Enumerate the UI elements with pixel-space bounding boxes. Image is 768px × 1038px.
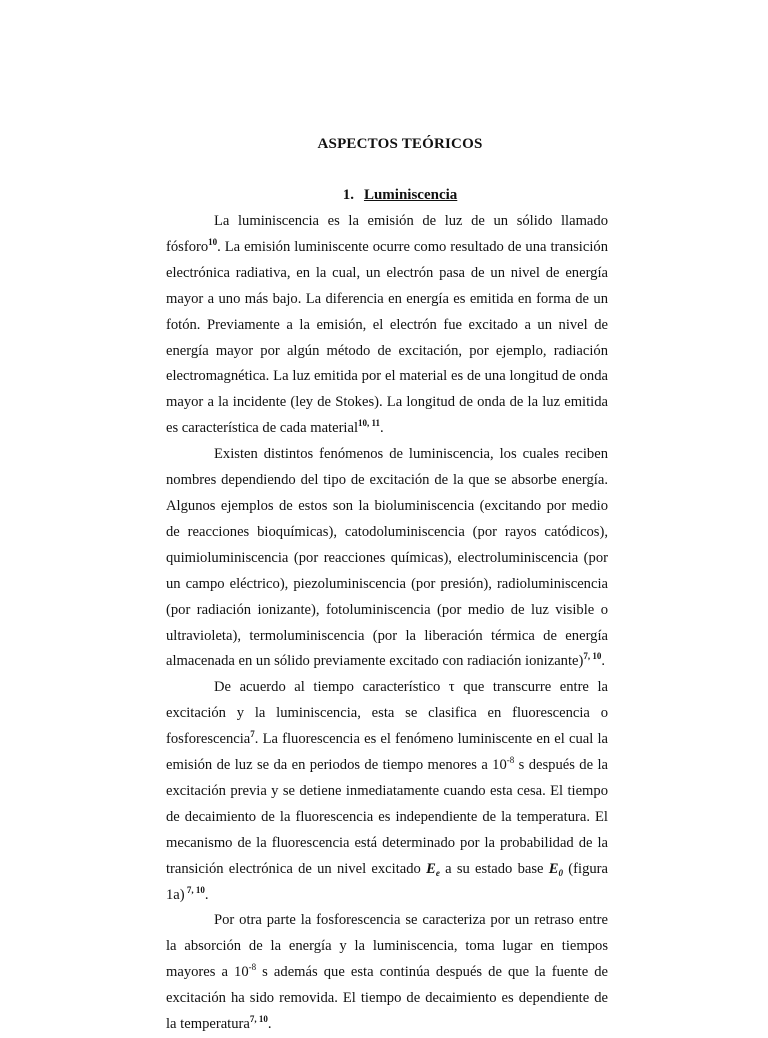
p3-text-3: s después de la excitación previa y se detiene inmediatamente cuando esta cesa. El tiempo de decaimiento de la fluorescencia es independiente de la temperatura. El mecanismo de la fluorescencia está determinado por la probabilidad de la transición electrónica de un nivel excitado — [166, 757, 608, 877]
p2-text-2: . — [601, 653, 606, 670]
p3-text-1: De acuerdo al tiempo característico τ que transcurre entre la excitación y la luminiscencia, esta se clasifica en fluorescencia o fosforescencia — [166, 679, 608, 748]
symbol-e-ground — [549, 861, 563, 877]
symbol-e-excited — [426, 861, 440, 877]
p4-citation-1: 7, 10 — [249, 1014, 268, 1025]
p1-citation-2: 10, 11 — [358, 418, 381, 429]
paragraph-2 — [166, 442, 608, 675]
body-text — [166, 209, 608, 1038]
section-number: 1. — [342, 187, 354, 203]
p4-text-2: s además que esta continúa después de que la fuente de excitación ha sido removida. El tiempo de decaimiento es dependiente de la temperatura — [166, 964, 608, 1033]
paragraph-3 — [166, 675, 608, 908]
section-heading — [0, 187, 768, 204]
p3-text-2: . La fluorescencia es el fenómeno luminiscente en el cual la emisión de luz se da en periodos de tiempo menores a 10 — [166, 731, 608, 774]
p3-text-4: a su estado base — [439, 860, 549, 877]
section-title: Luminiscencia — [363, 187, 458, 203]
symbol-e-excited-sub: e — [435, 867, 440, 878]
page-title: ASPECTOS TEÓRICOS — [317, 136, 483, 152]
p3-exponent: -8 — [506, 755, 515, 766]
paragraph-4 — [166, 908, 608, 1038]
p1-text-1: La luminiscencia es la emisión de luz de un sólido llamado fósforo — [166, 213, 608, 255]
p2-citation-1: 7, 10 — [583, 651, 602, 662]
p4-text-1: Por otra parte la fosforescencia se caracteriza por un retraso entre la absorción de la energía y la luminiscencia, toma lugar en tiempos mayores a 10 — [166, 912, 608, 981]
p3-text-5: (figura 1a) — [166, 860, 608, 903]
symbol-e-ground-sub: 0 — [558, 867, 564, 878]
p1-text-2: . La emisión luminiscente ocurre como resultado de una transición electrónica radiativa, en la cual, un electrón pasa de un nivel de energía mayor a uno más bajo. La diferencia en energía es emitida en forma de un fotón. Previamente a la emisión, el electrón fue excitado a un nivel de energía mayor por algún método de excitación, por ejemplo, radiación electromagnética. La luz emitida por el material es de una longitud de onda mayor a la incidente (ley de Stokes). La longitud de onda de la luz emitida es característica de cada material — [166, 238, 608, 437]
symbol-e-excited-base: E — [426, 860, 436, 877]
p1-citation-1: 10 — [208, 236, 218, 247]
p2-text-1: Existen distintos fenómenos de luminiscencia, los cuales reciben nombres dependiendo del tipo de excitación de la que se absorbe energía. Algunos ejemplos de estos son la bioluminiscencia (excitando por medio de reacciones bioquímicas), catodoluminiscencia (por rayos catódicos), quimioluminiscencia (por reacciones químicas), electroluminiscencia (por un campo eléctrico), piezoluminiscencia (por presión), radioluminiscencia (por radiación ionizante), fotoluminiscencia (por medio de luz visible o ultravioleta), termoluminiscencia (por la liberación térmica de energía almacenada en un sólido previamente excitado con radiación ionizante) — [166, 446, 608, 670]
paragraph-1 — [166, 209, 608, 442]
p3-citation-1: 7 — [250, 729, 255, 740]
p3-text-6: . — [204, 886, 209, 903]
p3-citation-2: 7, 10 — [184, 884, 205, 895]
p4-text-3: . — [267, 1016, 272, 1033]
p4-exponent: -8 — [248, 962, 257, 973]
symbol-e-ground-base: E — [548, 860, 559, 877]
p1-text-3: . — [380, 420, 384, 437]
